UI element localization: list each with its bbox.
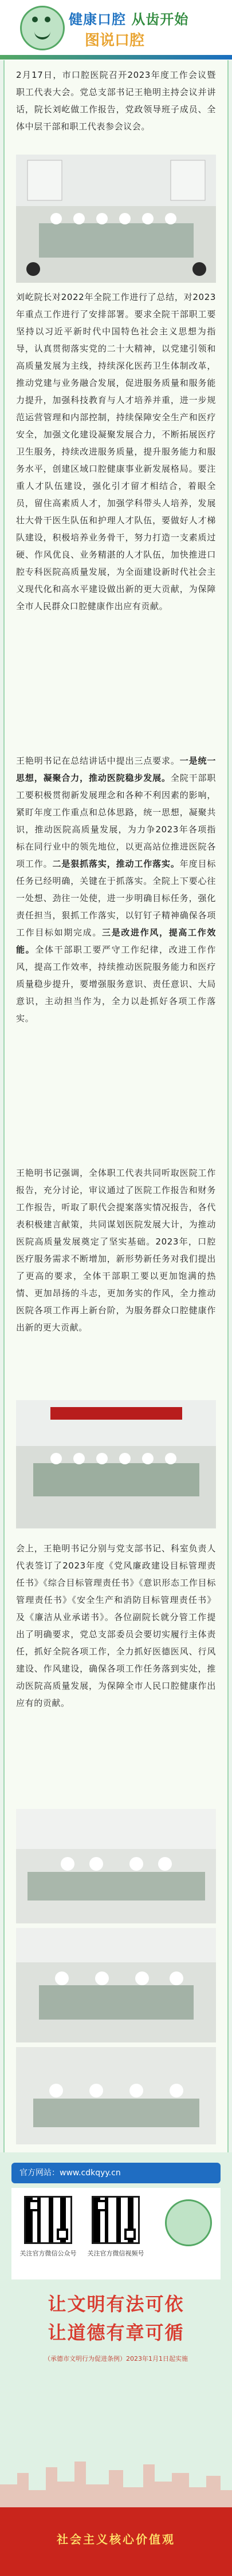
slogan-source: （承德市文明行为促进条例）2023年1月1日起实施 — [44, 2355, 188, 2362]
meeting-photo-2 — [16, 1400, 216, 1528]
signing-photo-1 — [16, 1809, 216, 1923]
slogan-line-2: 让道德有章可循 — [48, 2322, 184, 2344]
tooth-mascot-icon — [165, 2199, 212, 2246]
qr-code-row — [11, 2188, 221, 2279]
qr1-caption: 关注官方微信公众号 — [19, 2250, 77, 2257]
brand-subtitle: 图说口腔 — [85, 32, 145, 49]
signing-photo-2 — [16, 1928, 216, 2042]
article-paragraph-2: 刘屹院长对2022年全院工作进行了总结，对2023年重点工作进行了安排部署。要求全院干部职工要坚持以习近平新时代中国特色社会主义思想为指导，认真贯彻落实党的二十大精神，以党建引领和高质量发展为主线，持续深化医药卫生体制改革，推动党建与业务融合发展，促进服务质量和服务能力提升，加强科技教育与人才培养并重，进一步规范运营管理和内部控制，持续保障安全生产和医疗安全，加强文化建设凝聚发展合力，不断拓展医疗卫生服务，持续改进服务质量，提升服务能力和服务水平，创建区域口腔健康事业新发展格局。要注重人才队伍建设，强化引才留才相结合，着眼全员，留住高素质人才，加强学科带头人培养，发展壮大骨干医生队伍和护理人才队伍，要做好人才梯队建设，积极培养业务骨干，努力打造一支素质过硬、作风优良、业务精湛的人才队伍，加快推进口腔专科医院高质量发展，为全面建设新时代社会主义现代化和高水平建设做出新的更大贡献，为保障全市人民群众口腔健康作出应有贡献。 — [16, 292, 216, 611]
p3-lead: 王艳明书记在总结讲话中提出三点要求。 — [16, 756, 180, 766]
core-values-title: 社会主义核心价值观 — [57, 2532, 175, 2546]
header-stripe — [0, 55, 232, 60]
p3-point-2: 二是狠抓落实，推动工作落实。 — [52, 859, 180, 869]
p3-point-3: 三是改进作风，提高工作效能。 — [16, 927, 216, 955]
wechat-account-qr-code[interactable] — [24, 2196, 72, 2244]
wechat-video-qr-code[interactable] — [92, 2196, 140, 2244]
signing-photo-3 — [16, 2047, 216, 2144]
slogan-line-1: 让文明有法可依 — [48, 2293, 184, 2315]
brand-title-part-b: 从齿开始 — [131, 11, 189, 27]
tooth-mascot-icon — [20, 6, 65, 50]
meeting-photo-1 — [16, 155, 216, 283]
website-link[interactable]: 官方网站：www.cdkqyy.cn — [11, 2163, 221, 2183]
article-paragraph-3 — [16, 752, 216, 1027]
p3-point-1: 一是统一思想，凝聚合力，推动医院稳步发展。 — [16, 756, 216, 783]
city-silhouette-graphic — [0, 2450, 232, 2507]
p3-end: 全体干部职工要严守工作纪律，改进工作作风，提高工作效率，持续推动医院服务能力和医疗质量稳步提升，要增强服务意识、责任意识、大局意识，主动担当作为，全力以赴抓好各项工作落实。 — [16, 945, 216, 1024]
article-paragraph-5: 会上，王艳明书记分别与党支部书记、科室负责人代表签订了2023年度《党风廉政建设目标管理责任书》《综合目标管理责任书》《意识形态工作目标管理责任书》《安全生产和消防目标管理责任书》及《廉洁从业承诺书》。各位副院长就分管工作提出了明确要求，党总支部委员会要切实履行主体责任，抓好全院各项工作，全力抓好医德医风、行风建设、作风建设，确保各项工作任务落到实处，推动医院高质量发展，为保障全市人民口腔健康作出应有的贡献。 — [16, 1543, 216, 1708]
brand-title-part-a: 健康口腔 — [69, 11, 126, 27]
article-paragraph-1: 2月17日，市口腔医院召开2023年度工作会议暨职工代表大会。党总支部书记王艳明主持会议并讲话，院长刘屹做工作报告，党政领导班子成员、全体中层干部和职工代表参会议会。 — [16, 70, 216, 132]
header-banner — [0, 0, 232, 60]
p3-middle: 全院干部职工要积极贯彻新发展理念和各种不利因素的影响，紧盯年度工作重点和总体思路，统一思想，凝聚共识，推动医院高质量发展，为力争2023年各项指标在同行业中的领先地位，以更高站位推进医院各项工作。 — [16, 773, 216, 869]
article-paragraph-4: 王艳明书记强调，全体职工代表共同听取医院工作报告，充分讨论，审议通过了医院工作报告和财务工作报告，听取了职代会提案落实情况报告，各代表积极建言献策，共同谋划医院发展大计，为推动医院高质量发展奠定了坚实基础。2023年，口腔医疗服务需求不断增加，新形势新任务对我们提出了更高的要求，全体干部职工要以更加饱满的热情、更加昂扬的斗志，更加务实的作风，全力推动医院各项工作再上新台阶，为服务群众口腔健康作出新的更大贡献。 — [16, 1168, 216, 1333]
p3-tail: 年度目标任务已经明确，关键在于抓落实。全院上下要心往一处想、劲往一处使，进一步明确目标任务，强化责任担当，狠抓工作落实，以钉钉子精神确保各项工作目标如期完成。 — [16, 859, 217, 938]
brand-title — [69, 8, 188, 28]
brand-logo — [69, 5, 189, 49]
qr2-caption: 关注官方微信视频号 — [87, 2250, 144, 2257]
